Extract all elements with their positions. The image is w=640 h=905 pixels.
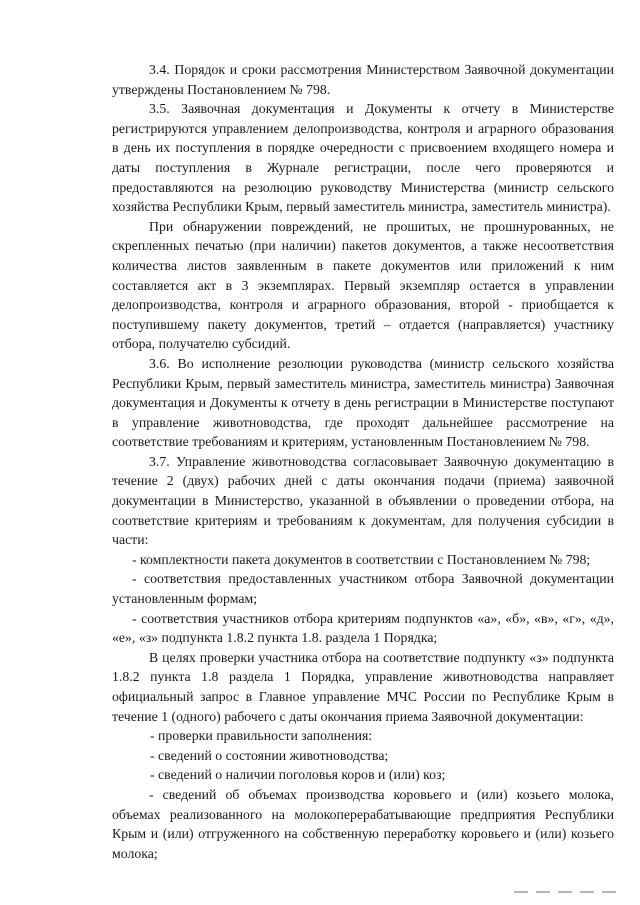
list-item-criteria: - соответствия участников отбора критериям подпунктов «а», «б», «в», «г», «д», «е», «з» подпункта 1.8.2 пункта 1.8. раздела 1 Порядка; bbox=[112, 610, 614, 646]
scan-mark bbox=[514, 891, 528, 893]
list-item-milk-volumes: - сведений об объемах производства коровьего и (или) козьего молока, объемах реализованного на молокоперерабатывающие предприятия Республики Крым и (или) отгруженного на собственную переработку коровьего и (или) козьего молока; bbox=[112, 786, 614, 861]
scan-mark bbox=[602, 891, 616, 893]
scan-mark bbox=[558, 891, 572, 893]
paragraph-damage-act: При обнаружении повреждений, не прошитых, не прошнурованных, не скрепленных печатью (при наличии) пакетов документов, а также несоответствия количества листов заявленным в пакете документов или приложений к ним составляется акт в 3 экземплярах. Первый экземпляр остается в управлении делопроизводства, контроля и аграрного образования, второй - приобщается к поступившему пакету документов, третий – отдается (направляется) участнику отбора, получателю субсидий. bbox=[112, 218, 614, 352]
list-item-completeness: - комплектности пакета документов в соответствии с Постановлением № 798; bbox=[132, 551, 591, 567]
paragraph-3-4: 3.4. Порядок и сроки рассмотрения Министерством Заявочной документации утверждены Постановлением № 798. bbox=[112, 62, 614, 97]
scan-mark bbox=[536, 891, 550, 893]
paragraph-3-5: 3.5. Заявочная документация и Документы к отчету в Министерстве регистрируются управлением делопроизводства, контроля и аграрного образования в день их поступления в порядке очередности с присвоением входящего номера и даты поступления в Журнале регистрации, после чего проверяются и предоставляются на резолюцию руководству Министерства (министр сельского хозяйства Республики Крым, первый заместитель министра, заместитель министра). bbox=[112, 101, 614, 215]
paragraph-3-7: 3.7. Управление животноводства согласовывает Заявочную документацию в течение 2 (двух) рабочих дней с даты окончания подачи (приема) заявочной документации в Министерство, указанной в объявлении о проведении отбора, на соответствие критериям и требованиям к документам, для получения субсидии в части: bbox=[112, 453, 614, 548]
list-item-forms: - соответствия предоставленных участником отбора Заявочной документации установленным формам; bbox=[112, 571, 614, 607]
document-body bbox=[112, 60, 614, 863]
list-item-livestock-count: - сведений о наличии поголовья коров и (или) коз; bbox=[150, 767, 446, 783]
list-item-livestock-state: - сведений о состоянии животноводства; bbox=[150, 747, 389, 763]
list-item-check-filling: - проверки правильности заполнения: bbox=[150, 728, 373, 744]
paragraph-mchs-request: В целях проверки участника отбора на соответствие подпункту «з» подпункта 1.8.2 пункта 1.8 раздела 1 Порядка, управление животноводства направляет официальный запрос в Главное управление МЧС России по Республике Крым в течение 1 (одного) рабочего с даты окончания приема Заявочной документации: bbox=[112, 649, 614, 724]
footer-scan-marks bbox=[514, 886, 618, 898]
scan-mark bbox=[580, 891, 594, 893]
paragraph-3-6: 3.6. Во исполнение резолюции руководства (министр сельского хозяйства Республики Крым, первый заместитель министра, заместитель министра) Заявочная документация и Документы к отчету в день регистрации в Министерстве поступают в управление животноводства, где проходят дальнейшее рассмотрение на соответствие требованиям и критериям, установленным Постановлением № 798. bbox=[112, 355, 614, 450]
